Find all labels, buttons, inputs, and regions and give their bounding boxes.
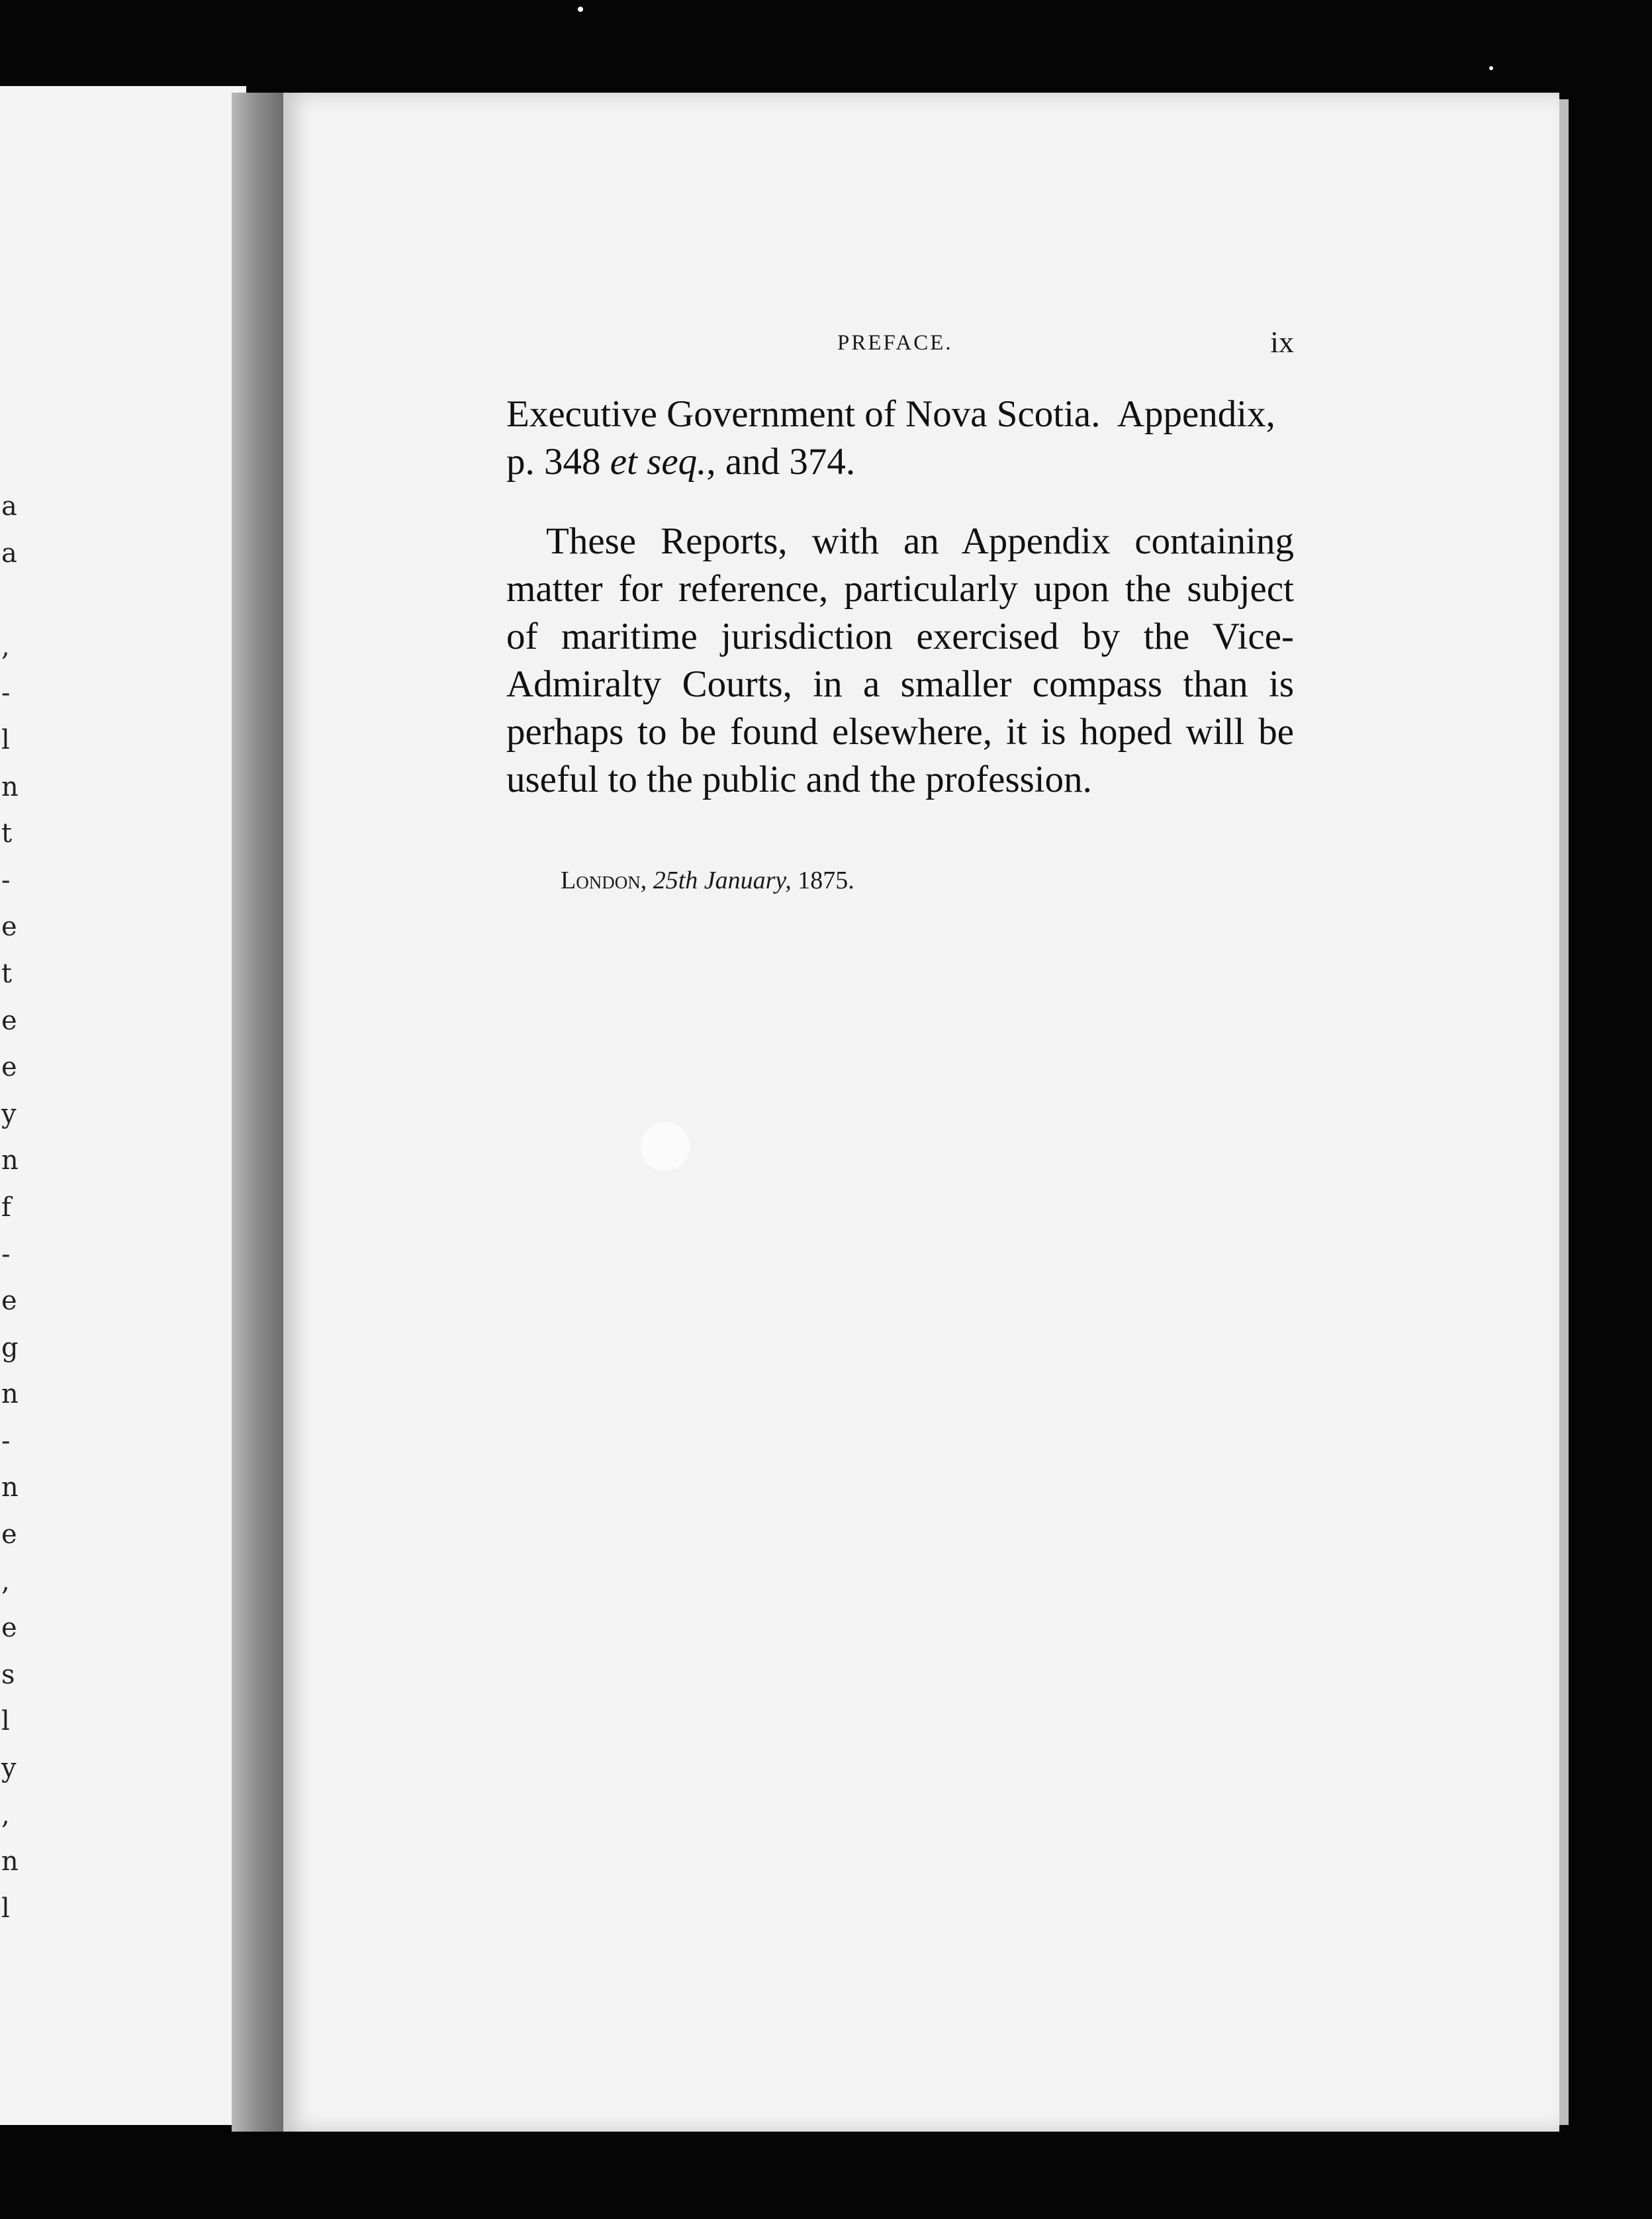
left-fragment: e [1, 1005, 17, 1036]
page-edge [1559, 99, 1569, 2125]
paragraph-1-italic-reference: et seq. [610, 441, 707, 483]
body-text [506, 391, 1294, 804]
left-fragment: - [1, 678, 11, 709]
left-fragment: t [1, 958, 13, 989]
paragraph-2: These Reports, with an Appendix containing matter for reference, particularly upon the subject of maritime jurisdiction exercised by the Vice-Admiralty Courts, in a smaller compass than is perhaps to be found elsewhere, it is hoped will be useful to the public and the profession. [506, 520, 1294, 800]
left-fragment: y [1, 1753, 17, 1784]
left-fragment: a [1, 538, 17, 569]
left-fragment: , [1, 631, 10, 662]
paragraph-1-line-1: Executive Government of Nova Scotia. Appendix, [506, 393, 1275, 435]
paragraph-1 [506, 391, 1294, 486]
paper-blemish [641, 1122, 690, 1171]
left-fragment: n [1, 1472, 19, 1503]
left-fragment: l [1, 724, 10, 755]
left-fragment: , [1, 1799, 10, 1830]
left-fragment: e [1, 1052, 17, 1083]
left-fragment: n [1, 771, 19, 802]
left-fragment: l [1, 1706, 10, 1737]
dust-speck [578, 7, 583, 12]
left-fragment: e [1, 912, 17, 943]
left-fragment: e [1, 1286, 17, 1317]
left-fragment: f [1, 1192, 11, 1223]
left-fragment: s [1, 1659, 15, 1690]
left-fragment: - [1, 1239, 11, 1270]
running-head-title: PREFACE. [837, 331, 953, 355]
left-fragment: t [1, 818, 13, 849]
left-fragment: n [1, 1145, 19, 1176]
left-fragment: e [1, 1519, 17, 1550]
left-fragment: n [1, 1846, 19, 1877]
page-number: ix [1270, 325, 1294, 359]
left-fragment: - [1, 865, 11, 896]
left-page [0, 86, 246, 2125]
left-page-text-fragments [0, 483, 26, 1932]
left-fragment: n [1, 1379, 19, 1410]
signoff-line [561, 866, 854, 895]
left-fragment [0, 577, 26, 624]
left-fragment: a [1, 491, 17, 522]
dust-speck [1489, 66, 1493, 70]
signoff-place: London, [561, 867, 647, 894]
running-head [506, 324, 1294, 377]
left-fragment: e [1, 1613, 17, 1644]
paragraph-1-line-2-end: , and 374. [706, 441, 856, 483]
left-fragment: - [1, 1425, 11, 1456]
paragraph-1-line-2-start: p. 348 [506, 441, 610, 483]
signoff-year: 1875. [798, 867, 854, 894]
signoff-date: 25th January, [653, 867, 792, 894]
left-fragment: y [1, 1098, 17, 1129]
left-fragment: g [1, 1332, 19, 1363]
left-fragment: l [1, 1893, 10, 1924]
left-fragment: , [1, 1566, 10, 1597]
